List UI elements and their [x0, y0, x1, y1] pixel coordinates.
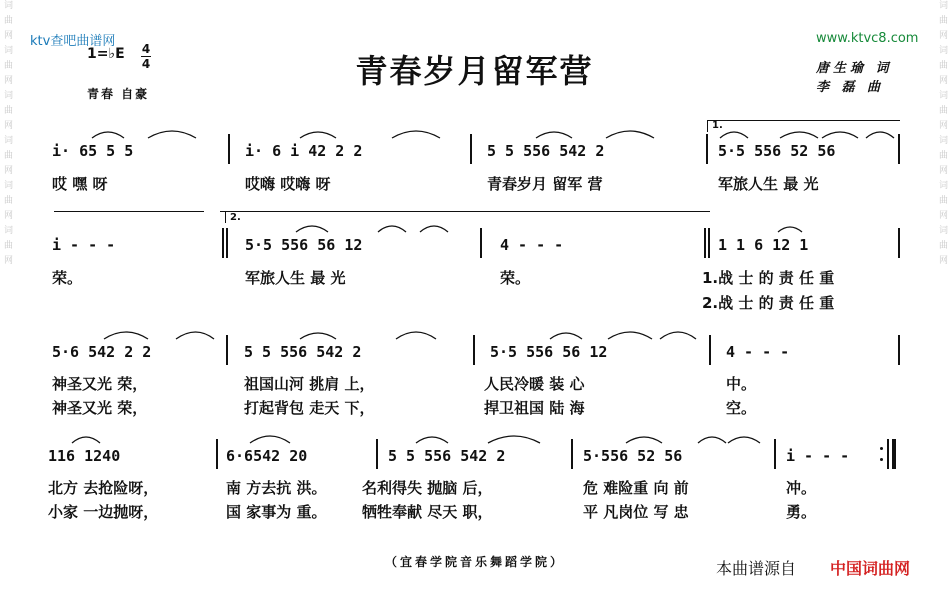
lyric-4-2: 南 方去抗 洪。	[226, 479, 327, 497]
site-watermark-left: ktv查吧曲谱网	[30, 34, 116, 49]
barline-double	[226, 228, 228, 258]
measure-3-2: 5 5 556 542 2	[244, 343, 362, 361]
barline-double	[708, 228, 710, 258]
measure-1-2: i· 6 i 42 2 2	[245, 142, 363, 160]
source-label: 本曲谱源自	[716, 559, 797, 578]
lyric-2-4-verse2: 2.战 士 的 责 任 重	[702, 294, 835, 312]
lyric-3-1: 神圣又光 荣，	[52, 375, 148, 393]
lyric-4-4: 危 难险重 向 前	[583, 479, 689, 497]
barline-double	[704, 228, 706, 258]
barline	[216, 439, 218, 469]
lyric-4-1: 北方 去抢险呀，	[48, 479, 159, 497]
volta-bracket-1	[707, 120, 900, 121]
lyric-4-1-verse2: 小家 一边抛呀，	[48, 503, 159, 521]
barline-double	[222, 228, 224, 258]
lyric-3-4: 中。	[726, 375, 757, 393]
lyric-2-4: 1.战 士 的 责 任 重	[702, 269, 835, 287]
side-watermark-left: 词曲网词曲网词曲网词曲网词曲网词曲网	[2, 0, 12, 270]
measure-4-1: 116 1240	[48, 447, 121, 465]
measure-3-4: 4 - - -	[726, 343, 790, 361]
lyric-4-5: 冲。	[786, 479, 817, 497]
key-signature: 1=♭E	[87, 46, 125, 62]
measure-4-5: i - - -	[786, 447, 850, 465]
barline	[470, 134, 472, 164]
volta-bracket-1-tick	[707, 120, 708, 132]
barline	[226, 335, 228, 365]
lyric-2-1: 荣。	[52, 269, 83, 287]
measure-2-4: 1 1 6 12 1	[718, 236, 809, 254]
measure-3-1: 5·6 542 2 2	[52, 343, 152, 361]
measure-3-3: 5·5 556 56 12	[490, 343, 608, 361]
barline	[228, 134, 230, 164]
source-site-link[interactable]: 中国词曲网	[830, 559, 911, 578]
measure-1-4: 5·5 556 52 56	[718, 142, 836, 160]
measure-2-3: 4 - - -	[500, 236, 564, 254]
volta-label-1: 1.	[712, 120, 723, 131]
lyric-3-1-verse2: 神圣又光 荣，	[52, 399, 148, 417]
volta-bracket-2	[220, 211, 710, 212]
volta-bracket-2-tick	[225, 211, 226, 223]
measure-1-3: 5 5 556 542 2	[487, 142, 605, 160]
lyric-3-2-verse2: 打起背包 走天 下，	[244, 399, 375, 417]
measure-2-1: i - - -	[52, 236, 116, 254]
barline	[898, 228, 900, 258]
lyric-4-3-verse2: 牺牲奉献 尽天 职，	[362, 503, 493, 521]
lyric-1-4: 军旅人生 最 光	[718, 175, 819, 193]
lyric-3-4-verse2: 空。	[726, 399, 757, 417]
lyric-4-2-verse2: 国 家事为 重。	[226, 503, 327, 521]
composer-credit: 李 磊 曲	[816, 80, 885, 95]
source-organization: （宜春学院音乐舞蹈学院）	[385, 555, 566, 569]
measure-4-4: 5·556 52 56	[583, 447, 683, 465]
repeat-sign	[880, 439, 900, 469]
lyric-3-3: 人民冷暖 装 心	[484, 375, 585, 393]
time-signature-bottom: 4	[141, 57, 151, 71]
site-watermark-right: www.ktvc8.com	[816, 31, 919, 46]
side-watermark-right: 词曲网词曲网词曲网词曲网词曲网词曲网	[937, 0, 947, 270]
time-signature-top: 4	[141, 42, 151, 56]
measure-4-3: 5 5 556 542 2	[388, 447, 506, 465]
volta-label-2: 2.	[230, 212, 241, 223]
lyric-4-4-verse2: 平 凡岗位 写 忠	[583, 503, 689, 521]
lyric-1-1: 哎 嘿 呀	[52, 175, 108, 193]
time-signature	[141, 42, 151, 71]
barline	[480, 228, 482, 258]
measure-4-2: 6·6542 20	[226, 447, 308, 465]
barline	[774, 439, 776, 469]
lyric-3-2: 祖国山河 挑肩 上，	[244, 375, 375, 393]
measure-1-1: i· 65 5 5	[52, 142, 134, 160]
barline	[709, 335, 711, 365]
barline	[706, 134, 708, 164]
barline	[571, 439, 573, 469]
measure-2-2: 5·5 556 56 12	[245, 236, 363, 254]
lyric-3-3-verse2: 捍卫祖国 陆 海	[484, 399, 585, 417]
lyric-2-2: 军旅人生 最 光	[245, 269, 346, 287]
rule-line	[54, 211, 204, 212]
lyric-1-3: 青春岁月 留军 营	[487, 175, 603, 193]
song-title: 青春岁月留军营	[355, 52, 594, 90]
tempo-marking: 青春 自豪	[87, 87, 150, 101]
lyric-4-3: 名利得失 抛脑 后，	[362, 479, 493, 497]
barline	[473, 335, 475, 365]
lyricist-credit: 唐生瑜 词	[816, 61, 893, 76]
lyric-2-3: 荣。	[500, 269, 531, 287]
barline	[376, 439, 378, 469]
lyric-4-5-verse2: 勇。	[786, 503, 817, 521]
barline	[898, 335, 900, 365]
barline	[898, 134, 900, 164]
lyric-1-2: 哎嗨 哎嗨 呀	[245, 175, 331, 193]
